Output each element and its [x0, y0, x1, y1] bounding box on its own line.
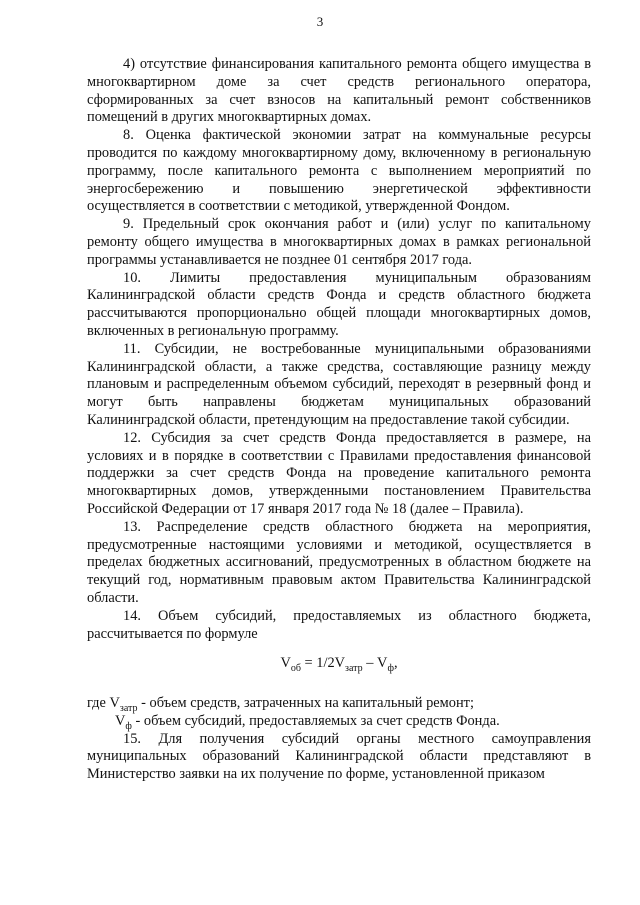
paragraph-12: 12. Субсидия за счет средств Фонда предоставляется в размере, на условиях и в порядке в соответствии с Правилами предоставления финансовой поддержки за счет средств Фонда на проведение капитального ремонта многоквартирных домов, утвержденными постановлением Правительства Российской Федерации от 17 января 2017 года № 18 (далее – Правила). — [87, 429, 591, 517]
paragraph-9: 9. Предельный срок окончания работ и (или) услуг по капитальному ремонту общего имущества в многоквартирных домах в рамках региональной программы устанавливается не позднее 01 сентября 2017 года. — [87, 216, 591, 268]
document-body — [87, 56, 591, 784]
paragraph-10: 10. Лимиты предоставления муниципальным образованиям Калининградской области средств Фонда и средств областного бюджета рассчитываются пропорционально общей площади многоквартирных домов, включенных в региональную программу. — [87, 269, 591, 339]
formula-minus: – V — [362, 655, 388, 672]
definition-text: - объем средств, затраченных на капитальный ремонт; — [137, 695, 474, 712]
paragraph-item-4: 4) отсутствие финансирования капитального ремонта общего имущества в многоквартирном доме за счет средств регионального оператора, сформированных за счет взносов на капитальный ремонт собственников помещений в других многоквартирных домах. — [87, 56, 591, 126]
definition-sub: ф — [125, 720, 132, 732]
formula-sub-ob: об — [290, 663, 301, 675]
formula-tail: , — [393, 655, 398, 672]
paragraph-15: 15. Для получения субсидий органы местного самоуправления муниципальных образований Калининградской области представляют в Министерство заявки на их получение по форме, установленной приказом — [87, 730, 591, 783]
formula-sub-zatr: затр — [345, 663, 363, 675]
formula-v: V — [280, 655, 291, 672]
definition-text: - объем субсидий, предоставляемых за счет средств Фонда. — [131, 712, 500, 729]
paragraph-14: 14. Объем субсидий, предоставляемых из областного бюджета, рассчитывается по формуле — [87, 607, 591, 642]
subsidy-formula — [87, 655, 591, 673]
paragraph-8: 8. Оценка фактической экономии затрат на коммунальные ресурсы проводится по каждому многоквартирному дому, включенному в региональную программу, после капитального ремонта с выполнением мероприятий по энергосбережению и повышению энергетической эффективности осуществляется в соответствии с методикой, утвержденной Фондом. — [87, 127, 591, 215]
definition-v-zatr — [87, 695, 591, 713]
definition-prefix: V — [115, 712, 126, 729]
formula-sub-f: ф — [387, 663, 394, 675]
definition-v-f — [87, 713, 591, 731]
paragraph-13: 13. Распределение средств областного бюджета на мероприятия, предусмотренные настоящими условиями и методикой, осуществляется в пределах бюджетных ассигнований, предусмотренных в областном бюджете на текущий год, нормативным правовым актом Правительства Калининградской области. — [87, 518, 591, 606]
definition-sub: затр — [119, 702, 138, 714]
definition-prefix: где V — [87, 695, 120, 712]
formula-mid: = 1/2V — [300, 655, 346, 672]
page-number: 3 — [316, 14, 324, 29]
paragraph-11: 11. Субсидии, не востребованные муниципальными образованиями Калининградской области, а также средства, составляющие разницу между плановым и распределенным объемом субсидий, переходят в резервный фонд и могут быть направлены бюджетам муниципальных образований Калининградской области, претендующим на предоставление такой субсидии. — [87, 340, 591, 428]
